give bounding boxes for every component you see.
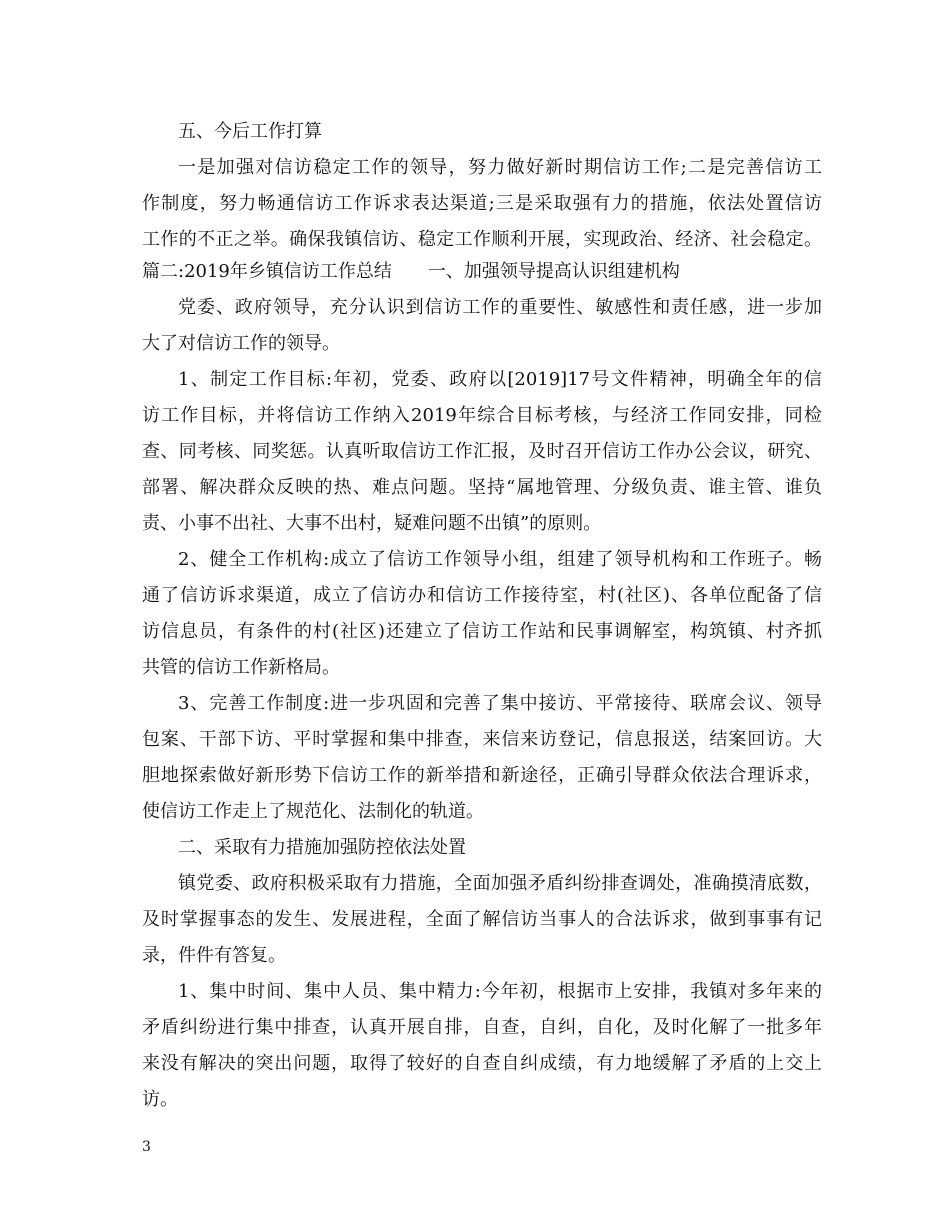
paragraph-line: 工作的不正之举。确保我镇信访、稳定工作顺利开展，实现政治、经济、社会稳定。: [142, 229, 822, 250]
section-heading: 二、采取有力措施加强防控依法处置: [178, 837, 466, 858]
paragraph-line: 通了信访诉求渠道，成立了信访办和信访工作接待室，村(社区)、各单位配备了信: [142, 585, 822, 606]
paragraph-line: 1、制定工作目标:年初，党委、政府以[2019]17号文件精神，明确全年的信: [178, 369, 822, 390]
paragraph-line: 访工作目标，并将信访工作纳入2019年综合目标考核，与经济工作同安排，同检: [142, 405, 822, 426]
paragraph-line: 胆地探索做好新形势下信访工作的新举措和新途径，正确引导群众依法合理诉求，: [142, 765, 822, 786]
paragraph-line: 作制度，努力畅通信访工作诉求表达渠道;三是采取强有力的措施，依法处置信访: [142, 193, 822, 214]
paragraph-line: 镇党委、政府积极采取有力措施，全面加强矛盾纠纷排查调处，准确摸清底数，: [178, 873, 822, 894]
paragraph-line: 责、小事不出社、大事不出村，疑难问题不出镇”的原则。: [142, 513, 602, 534]
paragraph-line: 查、同考核、同奖惩。认真听取信访工作汇报，及时召开信访工作办公会议，研究、: [142, 441, 822, 462]
paragraph-line: 3、完善工作制度:进一步巩固和完善了集中接访、平常接待、联席会议、领导: [178, 693, 822, 714]
paragraph-line: 部署、解决群众反映的热、难点问题。坚持“属地管理、分级负责、谁主管、谁负: [142, 477, 822, 498]
paragraph-line: 2、健全工作机构:成立了信访工作领导小组，组建了领导机构和工作班子。畅: [178, 549, 822, 570]
paragraph-line: 访信息员，有条件的村(社区)还建立了信访工作站和民事调解室，构筑镇、村齐抓: [142, 621, 822, 642]
paragraph-line: 1、集中时间、集中人员、集中精力:今年初，根据市上安排，我镇对多年来的: [178, 981, 822, 1002]
paragraph-line: 及时掌握事态的发生、发展进程，全面了解信访当事人的合法诉求，做到事事有记: [142, 909, 822, 930]
paragraph-line: 录，件件有答复。: [142, 945, 286, 966]
paragraph-line: 矛盾纠纷进行集中排查，认真开展自排，自查，自纠，自化，及时化解了一批多年: [142, 1017, 822, 1038]
chapter-heading: 篇二:2019年乡镇信访工作总结 一、加强领导提高认识组建机构: [142, 261, 680, 282]
paragraph-line: 访。: [142, 1089, 178, 1110]
paragraph-line: 党委、政府领导，充分认识到信访工作的重要性、敏感性和责任感，进一步加: [178, 297, 822, 318]
paragraph-line: 一是加强对信访稳定工作的领导，努力做好新时期信访工作;二是完善信访工: [178, 157, 822, 178]
paragraph-line: 来没有解决的突出问题，取得了较好的自查自纠成绩，有力地缓解了矛盾的上交上: [142, 1053, 822, 1074]
page-number: 3: [142, 1139, 151, 1155]
paragraph-line: 使信访工作走上了规范化、法制化的轨道。: [142, 801, 484, 822]
paragraph-line: 大了对信访工作的领导。: [142, 333, 340, 354]
section-heading: 五、今后工作打算: [178, 121, 322, 142]
paragraph-line: 包案、干部下访、平时掌握和集中排查，来信来访登记，信息报送，结案回访。大: [142, 729, 822, 750]
paragraph-line: 共管的信访工作新格局。: [142, 657, 340, 678]
